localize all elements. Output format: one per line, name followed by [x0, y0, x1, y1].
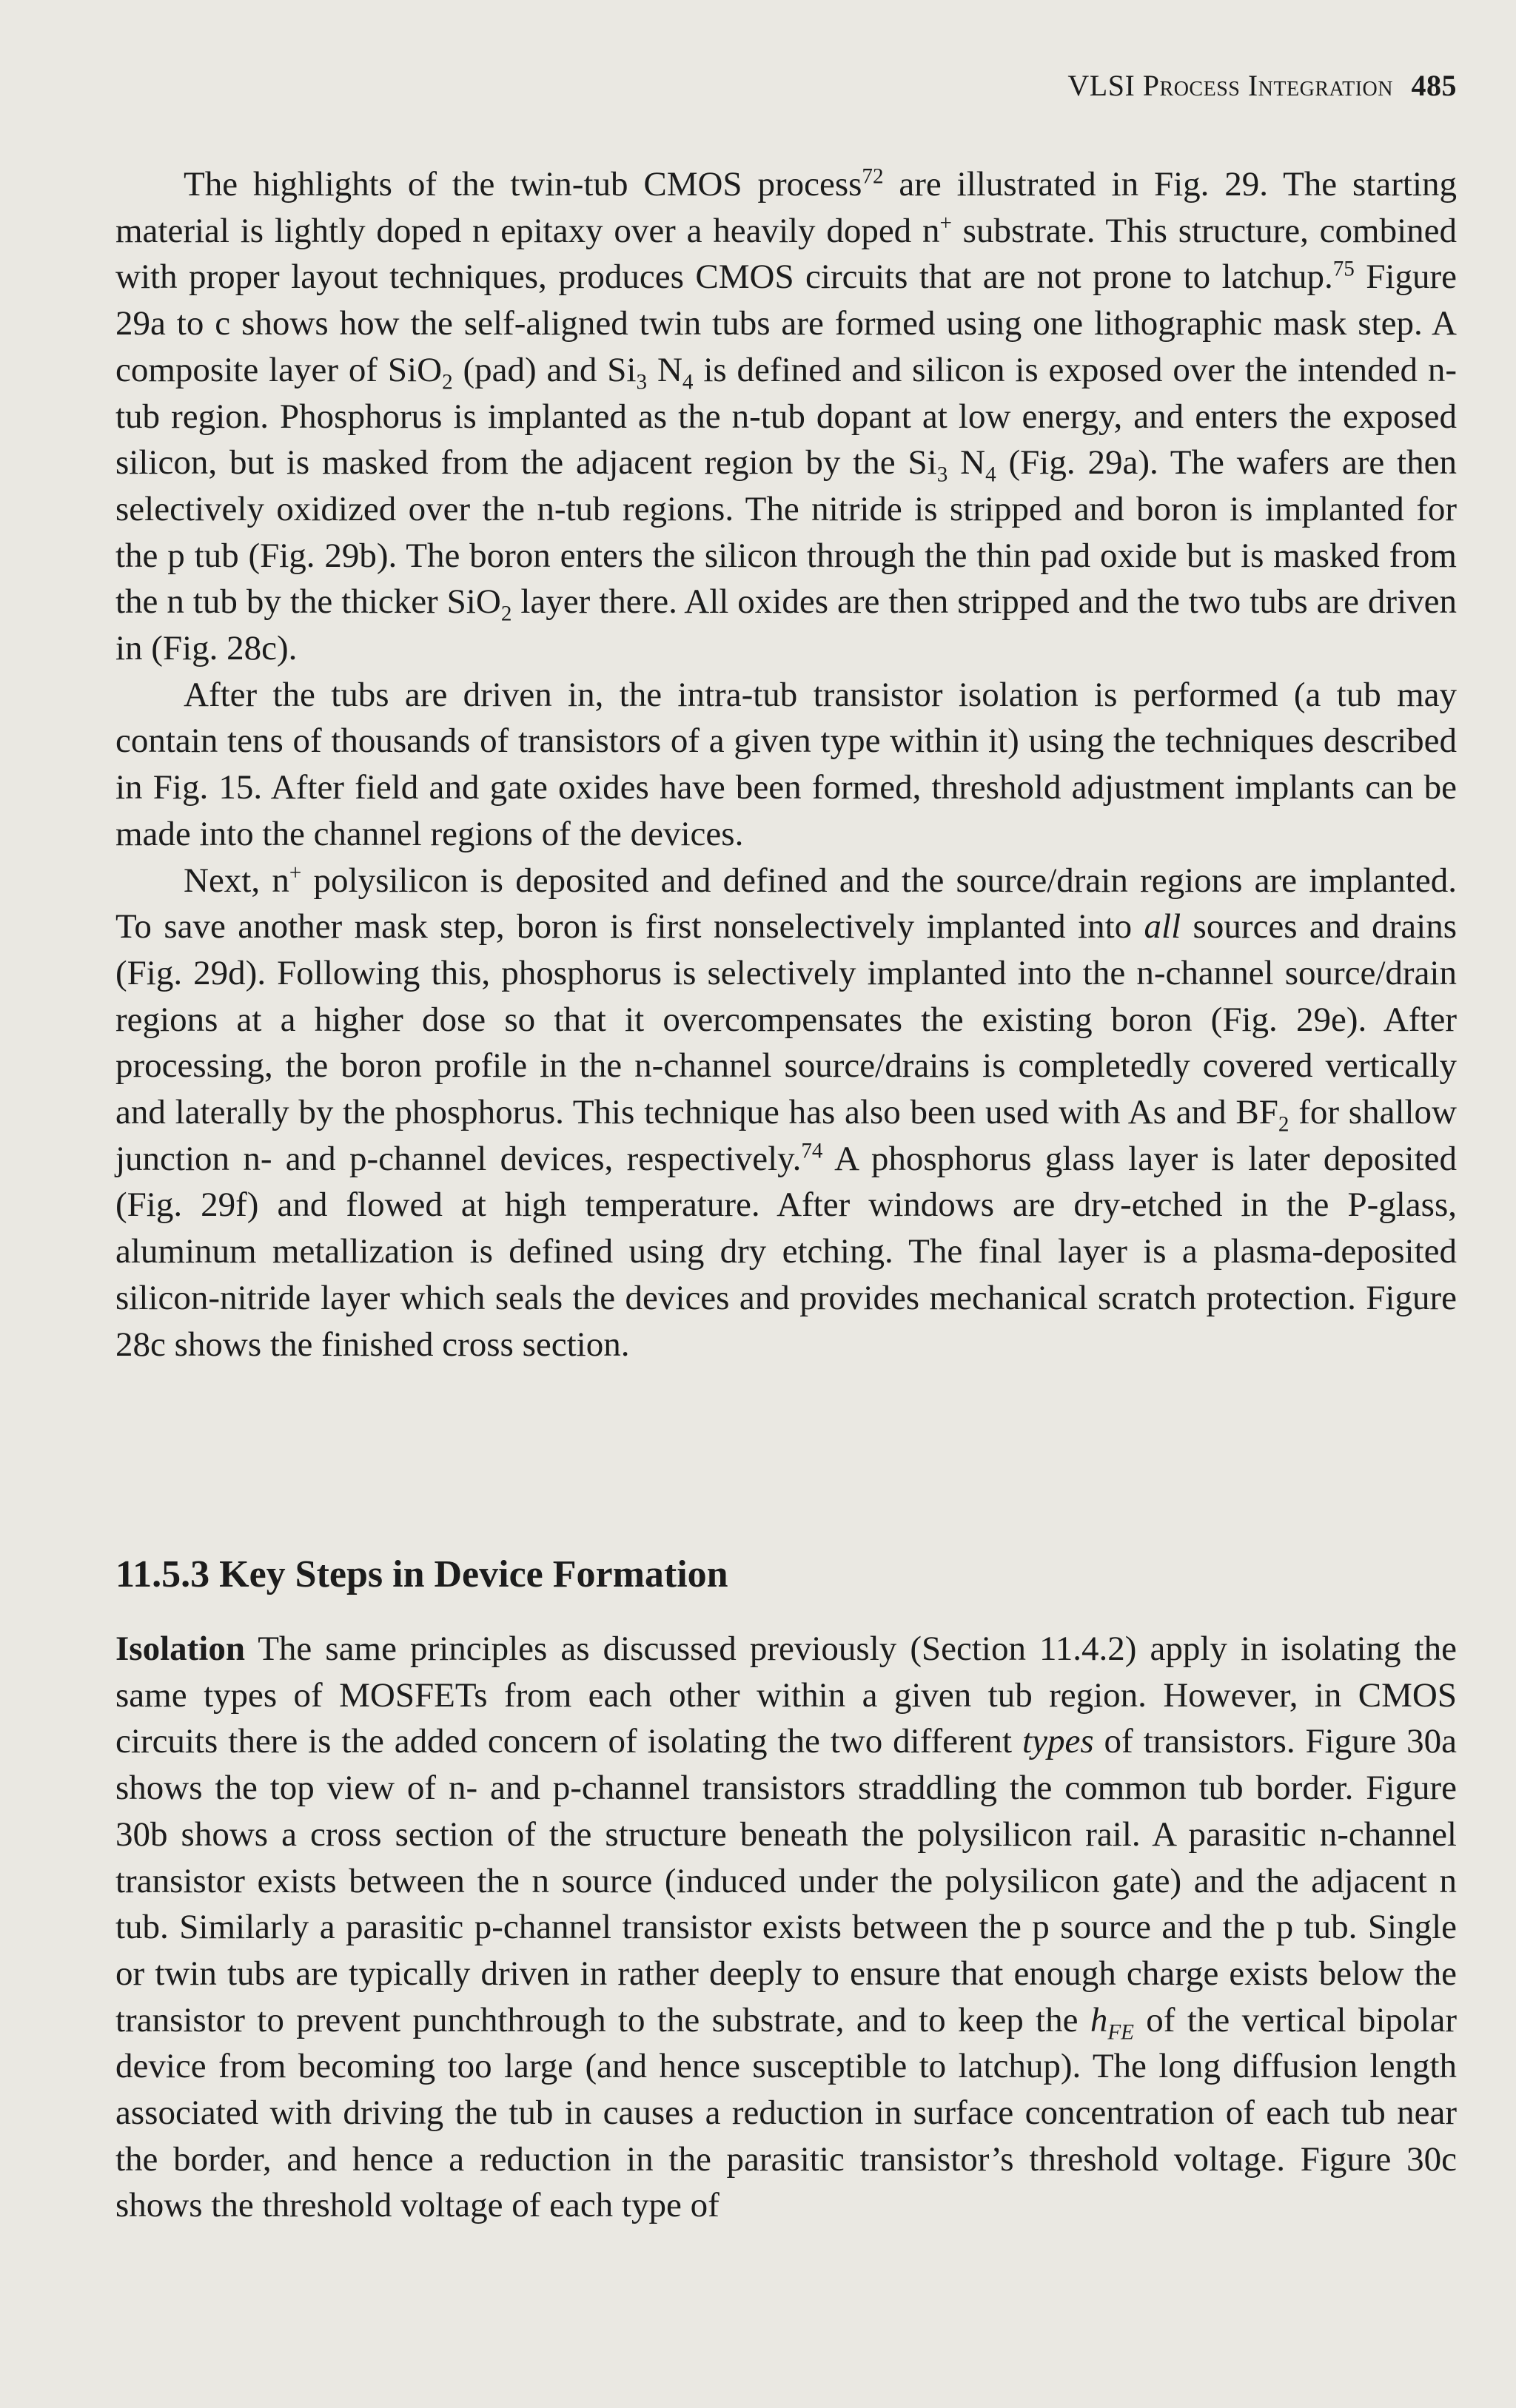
text-run: for shallow junction n- and p-channel devices, respectively.: [115, 1093, 1457, 1178]
italic-emphasis: types: [1022, 1722, 1094, 1761]
page-number: 485: [1411, 69, 1457, 102]
text-run: A phosphorus glass layer is later deposited (Fig. 29f) and flowed at high temperature. After windows are dry-etched in the P-glass, aluminum metallization is defined using dry etching. The final layer is a plasma-deposited silicon-nitride layer which seals the devices and provides mechanical scratch protection. Figure 28c shows the finished cross section.: [115, 1139, 1457, 1364]
paragraph-tub-isolation: After the tubs are driven in, the intra-tub transistor isolation is performed (a tub may contain tens of thousands of transistors of a given type within it) using the techniques described in Fig. 15. After field and gate oxides have been formed, threshold adjustment implants can be made into the channel regions of the devices.: [115, 675, 1457, 853]
running-head-title: VLSI Process Integration: [1067, 69, 1393, 102]
subscript: 3: [936, 463, 948, 487]
text-run: layer there. All oxides are then stripped and the two tubs are driven in (Fig. 28c).: [115, 582, 1457, 668]
reference-superscript: 74: [801, 1139, 823, 1163]
text-run: (Fig. 29a). The wafers are then selectively oxidized over the n-tub regions. The nitride is stripped and boron is implanted for the p tub (Fig. 29b). The boron enters the silicon through the thin pad oxide but is masked from the n tub by the thicker SiO: [115, 443, 1457, 622]
text-run: The highlights of the twin-tub CMOS process: [184, 165, 862, 204]
paragraph-source-drain-implant: [115, 858, 1457, 1368]
text-run: are illustrated in Fig. 29. The starting material is lightly doped n epitaxy over a heavily doped n: [115, 165, 1457, 250]
subscript: 2: [1278, 1112, 1289, 1137]
text-run: is defined and silicon is exposed over the intended n-tub region. Phosphorus is implanted as the n-tub dopant at low energy, and enters the exposed silicon, but is masked from the adjacent region by the Si: [115, 350, 1457, 482]
text-run: N: [647, 350, 682, 389]
hfe-subscript: [1107, 2020, 1134, 2044]
text-run: of the vertical bipolar device from becoming too large (and hence susceptible to latchup). The long diffusion length associated with driving the tub in causes a reduction in surface concentration of each tub near the border, and hence a reduction in the parasitic transistor’s threshold voltage. Figure 30c shows the threshold voltage of each type of: [115, 2000, 1457, 2225]
italic-emphasis: all: [1144, 907, 1181, 946]
subscript: 4: [682, 370, 694, 394]
section-heading: 11.5.3 Key Steps in Device Formation: [115, 1553, 728, 1595]
reference-superscript: 72: [862, 164, 884, 189]
text-run: N: [948, 443, 986, 482]
text-run: (pad) and Si: [452, 350, 637, 389]
text-run: sources and drains (Fig. 29d). Following this, phosphorus is selectively implanted into the n-channel source/drain regions at a higher dose so that it overcompensates the existing boron (Fig. 29e). After processing, the boron profile in the n-channel source/drains is completedly covered vertically and laterally by the phosphorus. This technique has also been used with As and BF: [115, 907, 1457, 1132]
text-run: Figure 29a to c shows how the self-aligned twin tubs are formed using one lithographic mask step. A composite layer of SiO: [115, 258, 1457, 389]
text-run: Next, n: [184, 861, 289, 900]
superscript: +: [289, 860, 302, 884]
reference-superscript: 75: [1332, 257, 1355, 281]
body-text-main: [115, 161, 1457, 1368]
paragraph-isolation: [115, 1626, 1457, 2229]
running-head: [1067, 68, 1457, 103]
superscript: +: [939, 211, 952, 235]
subscript: 3: [636, 370, 648, 394]
text-run: substrate. This structure, combined with proper layout techniques, produces CMOS circuits that are not prone to latchup.: [115, 211, 1457, 297]
hfe-subscript-text: FE: [1107, 2020, 1134, 2045]
run-in-heading: Isolation: [115, 1630, 245, 1668]
paragraph-twin-tub-process: [115, 161, 1457, 672]
subscript: 2: [500, 602, 512, 626]
text-run: The same principles as discussed previously (Section 11.4.2) apply in isolating the same types of MOSFETs from each other within a given tub region. However, in CMOS circuits there is the added concern of isolating the two different: [115, 1630, 1457, 1761]
text-run: of transistors. Figure 30a shows the top view of n- and p-channel transistors straddling the common tub border. Figure 30b shows a cross section of the structure beneath the polysilicon rail. A parasitic n-channel transistor exists between the n source (induced under the polysilicon gate) and the adjacent n tub. Similarly a parasitic p-channel transistor exists between the p source and the p tub. Single or twin tubs are typically driven in rather deeply to ensure that enough charge exists below the transistor to prevent punchthrough to the substrate, and to keep the: [115, 1722, 1457, 2039]
hfe-symbol: h: [1090, 2000, 1108, 2039]
text-run: polysilicon is deposited and defined and the source/drain regions are implanted. To save another mask step, boron is first nonselectively implanted into: [115, 861, 1457, 946]
body-text-section: [115, 1626, 1457, 2229]
subscript: 2: [442, 370, 453, 394]
subscript: 4: [985, 463, 996, 487]
